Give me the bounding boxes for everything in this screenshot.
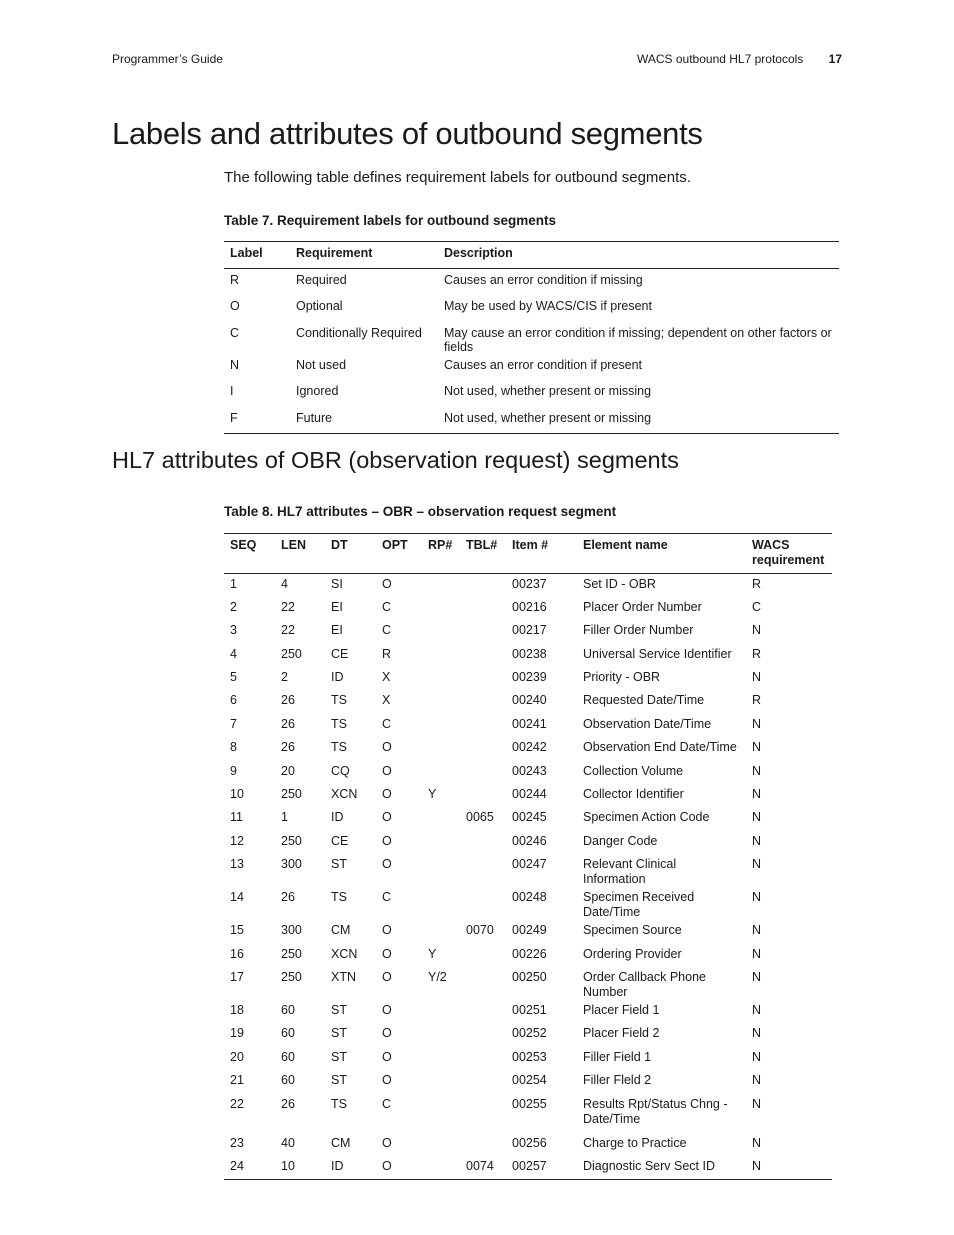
table-row	[224, 354, 839, 381]
table-row	[224, 322, 839, 354]
table-cell: O	[382, 1073, 392, 1088]
table-cell	[422, 714, 460, 737]
table-cell: O	[382, 787, 392, 802]
column-header: Description	[444, 246, 513, 260]
table-cell	[422, 1070, 460, 1093]
table-cell: Placer Order Number	[583, 599, 702, 614]
table-cell	[422, 807, 460, 830]
table-cell	[460, 620, 506, 643]
table-cell: N	[752, 890, 762, 905]
table-cell: Y	[428, 787, 437, 802]
table-cell: 22	[281, 623, 295, 638]
table-header-row	[224, 242, 839, 269]
table-cell	[422, 1023, 460, 1046]
table-row	[224, 714, 832, 737]
table-cell: 00217	[512, 623, 547, 638]
table-cell: O	[382, 577, 392, 591]
table-cell: 1	[230, 577, 237, 591]
table-cell: XTN	[331, 969, 356, 984]
table-cell: N	[752, 1026, 762, 1041]
table-cell: 00255	[512, 1096, 547, 1111]
column-header: Label	[230, 246, 263, 260]
table-cell: N	[752, 1049, 762, 1064]
table-cell: O	[382, 1135, 392, 1150]
table-row	[224, 1023, 832, 1046]
table-cell: Future	[296, 410, 333, 425]
section-heading: Labels and attributes of outbound segments	[112, 116, 703, 151]
table-cell: Universal Service Identifier	[583, 646, 732, 661]
table-cell: 00256	[512, 1135, 547, 1150]
table-cell: O	[382, 810, 392, 825]
table-cell: 0065	[466, 810, 494, 825]
column-header: DT	[331, 538, 348, 552]
table-cell: 00244	[512, 787, 547, 802]
table-cell: 60	[281, 1026, 295, 1041]
table-cell	[460, 854, 506, 887]
table-cell: 2	[230, 599, 237, 614]
table-cell: TS	[331, 693, 347, 708]
table-cell: Results Rpt/Status Chng - Date/Time	[583, 1096, 728, 1126]
table-row	[224, 295, 839, 322]
table-row	[224, 967, 832, 1000]
table-row	[224, 737, 832, 760]
table-row	[224, 407, 839, 434]
table-row	[224, 690, 832, 713]
table-cell	[460, 574, 506, 597]
table-cell	[422, 574, 460, 597]
table-cell: 00249	[512, 923, 547, 938]
table-cell: 21	[230, 1073, 244, 1088]
table-cell: 00253	[512, 1049, 547, 1064]
table-row	[224, 854, 832, 887]
table-cell	[460, 887, 506, 920]
table-cell: 00239	[512, 670, 547, 685]
running-header	[637, 52, 842, 66]
table-cell	[422, 1156, 460, 1179]
table-cell: CE	[331, 833, 349, 848]
table-cell: O	[382, 1002, 392, 1017]
table-cell: Diagnostic Serv Sect ID	[583, 1158, 715, 1173]
table-cell	[460, 1000, 506, 1023]
table-cell: R	[382, 646, 392, 661]
table-cell: 4	[281, 577, 288, 591]
table-cell: 00226	[512, 946, 547, 961]
table-cell: N	[752, 1002, 762, 1017]
table-cell: 11	[230, 810, 243, 825]
table-cell: N	[752, 787, 762, 802]
table-cell: 60	[281, 1002, 295, 1017]
table-cell: N	[752, 810, 762, 825]
table-cell	[460, 690, 506, 713]
table-cell: 26	[281, 890, 295, 905]
table-cell: Not used	[296, 357, 347, 372]
table-row	[224, 887, 832, 920]
table-cell: C	[382, 716, 392, 731]
page-header	[112, 52, 842, 70]
table-cell	[422, 761, 460, 784]
table-cell: 250	[281, 646, 302, 661]
table-cell: Observation End Date/Time	[583, 740, 737, 755]
table-row	[224, 1094, 832, 1133]
table-cell: Specimen Source	[583, 923, 682, 938]
table-cell: O	[230, 299, 240, 313]
table-cell: 10	[281, 1158, 295, 1173]
table-row	[224, 574, 832, 597]
table-cell: O	[382, 833, 392, 848]
table-cell: 3	[230, 623, 237, 638]
table-cell: 00237	[512, 577, 547, 591]
table-row	[224, 1156, 832, 1179]
column-header: Item #	[512, 538, 549, 552]
table-cell: Y/2	[428, 969, 447, 984]
table-cell: N	[752, 946, 762, 961]
column-header: Requirement	[296, 246, 373, 260]
table-cell: Not used, whether present or missing	[444, 384, 652, 398]
column-header: WACS requirement	[752, 538, 825, 567]
table-cell: 8	[230, 740, 237, 755]
table-cell: O	[382, 763, 392, 778]
table-cell: ST	[331, 1026, 347, 1041]
table-cell: 12	[230, 833, 244, 848]
table-cell	[460, 667, 506, 690]
table-cell: 300	[281, 923, 302, 938]
table-cell	[422, 1047, 460, 1070]
table-cell	[422, 690, 460, 713]
section-name: WACS outbound HL7 protocols	[636, 52, 804, 66]
table-cell: EI	[331, 599, 343, 614]
table-row	[224, 620, 832, 643]
table-cell: 00238	[512, 646, 547, 661]
table-cell	[460, 944, 506, 967]
table-cell: 00247	[512, 857, 547, 872]
table-cell: 00251	[512, 1002, 547, 1017]
table-cell: 15	[230, 923, 244, 938]
column-header: RP#	[428, 538, 453, 552]
table-cell	[422, 1000, 460, 1023]
table-cell: 00240	[512, 693, 547, 708]
table-cell: C	[382, 599, 392, 614]
table-cell: 20	[281, 763, 295, 778]
table-cell: C	[230, 325, 240, 340]
table-cell: 18	[230, 1002, 244, 1017]
table-row	[224, 667, 832, 690]
table-cell: Ordering Provider	[583, 946, 682, 961]
table-cell: 5	[230, 670, 237, 685]
table-cell: 24	[230, 1158, 244, 1173]
table-row	[224, 269, 839, 296]
table-cell: 00241	[512, 716, 547, 731]
table-cell: O	[382, 1049, 392, 1064]
table-cell: CM	[331, 923, 351, 938]
table-cell: ID	[331, 1158, 344, 1173]
table-cell: 20	[230, 1049, 244, 1064]
table-cell: 17	[230, 969, 244, 984]
table-cell: I	[230, 384, 234, 398]
subsection-heading: HL7 attributes of OBR (observation request) segments	[112, 447, 679, 473]
table-cell	[460, 1023, 506, 1046]
table-cell: 26	[281, 693, 295, 708]
requirement-labels-table	[224, 241, 839, 434]
table-cell: May be used by WACS/CIS if present	[444, 299, 652, 313]
table-cell: Set ID - OBR	[583, 577, 656, 591]
table-cell: 00245	[512, 810, 547, 825]
table-cell: CM	[331, 1135, 351, 1150]
table-cell	[422, 854, 460, 887]
table-cell: 300	[281, 857, 302, 872]
table-cell: Filler Order Number	[583, 623, 694, 638]
table-cell: Order Callback Phone Number	[583, 969, 706, 999]
table-cell: Specimen Received Date/Time	[583, 890, 695, 920]
table-cell	[460, 831, 506, 854]
obr-attributes-table	[224, 533, 832, 1180]
table-cell: ID	[331, 670, 344, 685]
table-cell: N	[752, 1096, 762, 1111]
table-cell: R	[230, 273, 240, 287]
table-cell: ST	[331, 1002, 347, 1017]
table-cell: 250	[281, 946, 302, 961]
table-cell: Required	[296, 273, 347, 287]
table-cell	[460, 714, 506, 737]
table-cell: N	[752, 833, 762, 848]
table-row	[224, 380, 839, 407]
table-cell: XCN	[331, 946, 358, 961]
table-cell	[460, 761, 506, 784]
table-cell: TS	[331, 740, 347, 755]
table-cell: N	[752, 716, 762, 731]
table-cell: 9	[230, 763, 237, 778]
table-cell: O	[382, 946, 392, 961]
column-header: SEQ	[230, 538, 257, 552]
table-cell: 40	[281, 1135, 295, 1150]
table-cell: 4	[230, 646, 237, 661]
table-cell: O	[382, 1158, 392, 1173]
table-cell: O	[382, 969, 392, 984]
table-cell: 2	[281, 670, 288, 685]
table-cell: O	[382, 857, 392, 872]
column-header: LEN	[281, 538, 306, 552]
table-cell: 7	[230, 716, 237, 731]
table-cell	[460, 1094, 506, 1133]
table-cell: 13	[230, 857, 244, 872]
table-cell: 0070	[466, 923, 494, 938]
table-cell: Specimen Action Code	[583, 810, 710, 825]
table-cell: 10	[230, 787, 244, 802]
table-row	[224, 644, 832, 667]
table-row	[224, 784, 832, 807]
table-cell: 0074	[466, 1158, 494, 1173]
table-cell: 00252	[512, 1026, 547, 1041]
table-cell: R	[752, 693, 762, 708]
table-cell: 00242	[512, 740, 547, 755]
table-cell: 00250	[512, 969, 547, 984]
table-cell: O	[382, 923, 392, 938]
table-cell: Priority - OBR	[583, 670, 661, 685]
table-cell: N	[752, 1158, 762, 1173]
table-cell: 250	[281, 833, 302, 848]
table-cell	[460, 1133, 506, 1156]
table-cell: Ignored	[296, 384, 339, 398]
table-cell: 1	[281, 810, 288, 825]
table-cell: Optional	[296, 299, 343, 313]
table-cell: Collection Volume	[583, 763, 684, 778]
table-cell: 250	[281, 969, 302, 984]
table-cell: N	[752, 763, 762, 778]
intro-paragraph: The following table defines requirement labels for outbound segments.	[224, 169, 691, 186]
table-cell	[422, 1094, 460, 1133]
table-cell: N	[752, 1073, 762, 1088]
table-cell: CQ	[331, 763, 350, 778]
table-cell: 14	[230, 890, 244, 905]
table-cell	[460, 784, 506, 807]
table-cell: 6	[230, 693, 237, 708]
table-cell: Conditionally Required	[296, 325, 422, 340]
table-cell: C	[382, 623, 392, 638]
table-cell: 250	[281, 787, 302, 802]
table-cell	[422, 831, 460, 854]
table-cell: CE	[331, 646, 349, 661]
table-row	[224, 920, 832, 943]
table-cell: N	[752, 969, 762, 984]
column-header: OPT	[382, 538, 408, 552]
table-cell: TS	[331, 890, 347, 905]
table-row	[224, 831, 832, 854]
table-cell: 26	[281, 740, 295, 755]
table-row	[224, 1070, 832, 1093]
table-cell: N	[752, 740, 762, 755]
table-cell: May cause an error condition if missing; dependent on other factors or fields	[444, 325, 832, 354]
table-cell: X	[382, 693, 391, 708]
table-cell: N	[230, 357, 240, 372]
table-cell: 22	[230, 1096, 244, 1111]
table-cell: Placer Field 1	[583, 1002, 660, 1017]
table-cell: Causes an error condition if present	[444, 357, 643, 372]
table-cell	[460, 967, 506, 1000]
table-cell	[460, 737, 506, 760]
table-row	[224, 944, 832, 967]
table-cell: 26	[281, 1096, 295, 1111]
table-cell: ST	[331, 1073, 347, 1088]
table-cell	[422, 597, 460, 620]
table-cell: ST	[331, 1049, 347, 1064]
table-cell: SI	[331, 577, 343, 591]
table-cell: 23	[230, 1135, 244, 1150]
table-cell: O	[382, 1026, 392, 1041]
table-cell	[460, 597, 506, 620]
table-cell: TS	[331, 716, 347, 731]
table-cell: ST	[331, 857, 347, 872]
table-cell: TS	[331, 1096, 347, 1111]
table-cell	[422, 1133, 460, 1156]
table-cell: Collector Identifier	[583, 787, 684, 802]
table-cell: EI	[331, 623, 343, 638]
table-cell: N	[752, 670, 762, 685]
table-cell: Causes an error condition if missing	[444, 273, 643, 287]
table-cell: 00246	[512, 833, 547, 848]
table-cell: C	[382, 890, 392, 905]
table-header-row	[224, 534, 832, 574]
table-cell: N	[752, 923, 762, 938]
table-cell: Not used, whether present or missing	[444, 410, 652, 425]
table8-caption: Table 8. HL7 attributes – OBR – observation request segment	[224, 504, 617, 519]
table-cell: 16	[230, 946, 244, 961]
table-cell	[422, 920, 460, 943]
table-cell: 00257	[512, 1158, 547, 1173]
table-cell: C	[752, 599, 762, 614]
table-cell: X	[382, 670, 391, 685]
table-cell: 00216	[512, 599, 547, 614]
table-cell: O	[382, 740, 392, 755]
table-cell: N	[752, 1135, 762, 1150]
table-cell: 60	[281, 1049, 295, 1064]
table-cell	[422, 887, 460, 920]
table7-caption: Table 7. Requirement labels for outbound segments	[224, 213, 557, 228]
table-cell: 00243	[512, 763, 547, 778]
table-cell: R	[752, 577, 762, 591]
column-header: Element name	[583, 538, 668, 552]
table-cell: ID	[331, 810, 344, 825]
table-row	[224, 1047, 832, 1070]
table-cell: 60	[281, 1073, 295, 1088]
table-cell: F	[230, 410, 238, 425]
table-cell	[460, 644, 506, 667]
table-cell	[460, 1070, 506, 1093]
table-cell: XCN	[331, 787, 358, 802]
table-cell: Placer Field 2	[583, 1026, 660, 1041]
table-cell: 22	[281, 599, 295, 614]
table-cell: Filler Field 1	[583, 1049, 652, 1064]
table-cell: C	[382, 1096, 392, 1111]
table-row	[224, 807, 832, 830]
column-header: TBL#	[466, 538, 498, 552]
table-cell: R	[752, 646, 762, 661]
table-row	[224, 1000, 832, 1023]
table-cell: Filler Fleld 2	[583, 1073, 652, 1088]
table-cell: Requested Date/Time	[583, 693, 705, 708]
table-row	[224, 761, 832, 784]
table-cell: Observation Date/Time	[583, 716, 712, 731]
table-cell	[422, 644, 460, 667]
table-cell: Relevant Clinical Information	[583, 857, 677, 887]
table-cell	[422, 737, 460, 760]
table-cell	[422, 620, 460, 643]
table-cell: N	[752, 857, 762, 872]
table-row	[224, 597, 832, 620]
table-cell: Danger Code	[583, 833, 658, 848]
table-row	[224, 1133, 832, 1156]
page-number: 17	[828, 52, 842, 66]
guide-title: Programmer’s Guide	[112, 52, 223, 66]
table-cell: 00254	[512, 1073, 547, 1088]
table-cell: Charge to Practice	[583, 1135, 687, 1150]
table-cell: N	[752, 623, 762, 638]
table-cell: 00248	[512, 890, 547, 905]
table-cell	[422, 667, 460, 690]
table-cell: 19	[230, 1026, 244, 1041]
table-cell	[460, 1047, 506, 1070]
table-cell: Y	[428, 946, 437, 961]
table-cell: 26	[281, 716, 295, 731]
